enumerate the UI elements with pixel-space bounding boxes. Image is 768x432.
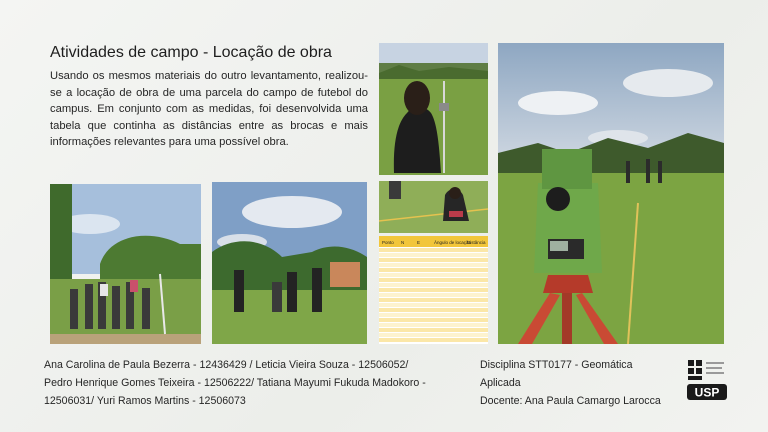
- table-row-stripe: [379, 323, 488, 327]
- table-row-stripe: [379, 303, 488, 307]
- table-row-stripe: [379, 248, 488, 252]
- table-row-stripe: [379, 313, 488, 317]
- credits-line-1: Ana Carolina de Paula Bezerra - 12436429 / Leticia Vieira Souza - 12506052/: [44, 359, 409, 371]
- table-row-stripe: [379, 278, 488, 282]
- table-row-stripe: [379, 333, 488, 337]
- course-info: [480, 356, 680, 410]
- course-line-1: Disciplina STT0177 - Geomática: [480, 359, 633, 371]
- table-row-stripe: [379, 288, 488, 292]
- credits-line-3: 12506031/ Yuri Ramos Martins - 12506073: [44, 395, 246, 407]
- photo-measuring-tape: [379, 181, 488, 233]
- table-row-stripe: [379, 293, 488, 297]
- table-row-stripe: [379, 253, 488, 257]
- table-header-angulo: Ângulo de locação: [434, 240, 472, 245]
- photo-student-on-field: [379, 43, 488, 175]
- table-header-n: N: [401, 240, 405, 245]
- table-row-stripe: [379, 258, 488, 262]
- table-header-e: E: [417, 240, 421, 245]
- table-row-stripe: [379, 283, 488, 287]
- table-row-stripe: [379, 308, 488, 312]
- credits-line-2: Pedro Henrique Gomes Teixeira - 12506222/ Tatiana Mayumi Fukuda Madokoro -: [44, 377, 426, 389]
- table-row-stripe: [379, 268, 488, 272]
- course-line-3: Docente: Ana Paula Camargo Larocca: [480, 395, 661, 407]
- table-row-stripe: [379, 263, 488, 267]
- table-header-distancia: Distância: [467, 240, 486, 245]
- table-header-ponto: Ponto: [382, 240, 394, 245]
- photo-group-under-trees: [50, 184, 201, 344]
- slide-title: Atividades de campo - Locação de obra: [50, 44, 332, 61]
- usp-logo: [686, 358, 728, 402]
- slide-description: Usando os mesmos materiais do outro levantamento, realizou-se a locação de obra de uma parcela do campo de futebol do campus. Em conjunto com as medidas, foi desenvolvida uma tabela que continha as distâncias entre as brocas e mais informações relevantes para uma possível obra.: [50, 70, 368, 149]
- table-row-stripe: [379, 298, 488, 302]
- course-line-2: Aplicada: [480, 377, 521, 389]
- photo-students-field-sky: [212, 182, 367, 344]
- data-table-image: [379, 236, 488, 344]
- table-row-stripe: [379, 338, 488, 342]
- table-row-stripe: [379, 328, 488, 332]
- table-row-stripe: [379, 273, 488, 277]
- photo-total-station: [498, 43, 724, 344]
- credits: [44, 356, 474, 410]
- table-row-stripe: [379, 318, 488, 322]
- usp-logo-text: USP: [694, 385, 720, 400]
